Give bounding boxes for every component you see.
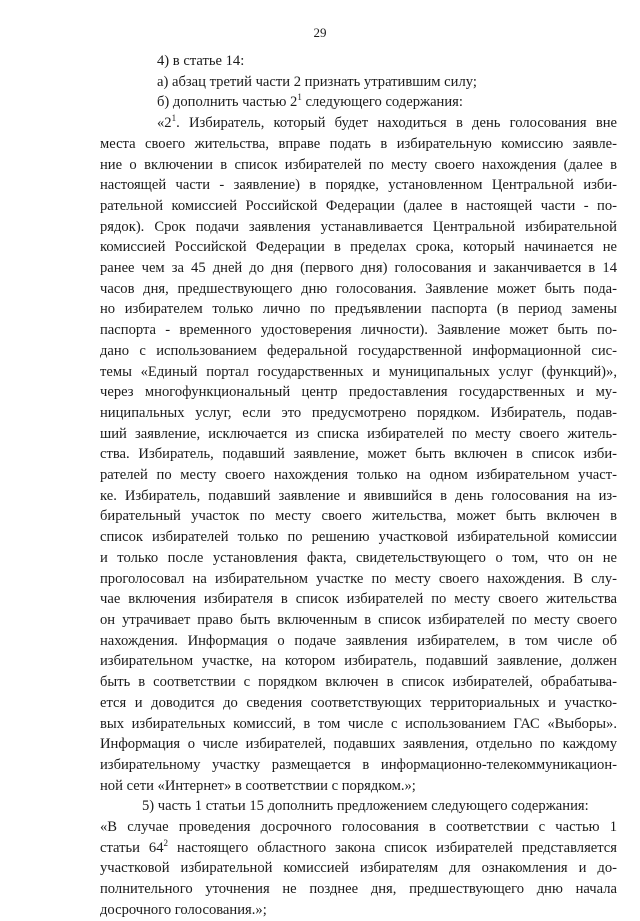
paragraph-line: дано с использованием федеральной государственной информационной сис- [100,342,617,359]
paragraph-line: ства. Избиратель, подавший заявление, может быть включен в список изби- [100,446,617,463]
paragraph-line: быть в соответствии с порядком включен в список избирателей, обрабатыва- [100,674,617,691]
paragraph-line: нахождения. Информация о подаче заявления избирателем, в том числе об [100,632,617,649]
paragraph-line: список избирателей только по решению участковой избирательной комиссии [100,529,617,546]
subitem-b-text: б) дополнить частью 2 [157,94,298,111]
paragraph-line: досрочного голосования.»; [100,901,267,918]
paragraph-line: ранее чем за 45 дней до дня (первого дня) голосования и заканчивается в 14 [100,260,617,277]
paragraph-line: ниципальных услуг, если это предусмотрено порядком. Избиратель, подав- [100,404,617,421]
paragraph-line: Информация о числе избирателей, подавших заявления, отдельно по каждому [100,736,617,753]
paragraph-line: полнительного уточнения не позднее дня, предшествующего дню начала [100,881,617,898]
paragraph-line: «В случае проведения досрочного голосования в соответствии с частью 1 [100,819,617,836]
page-number: 29 [313,25,327,40]
paragraph-line: рядок). Срок подачи заявления устанавливается Центральной избирательной [100,218,617,235]
paragraph-line: ший заявление, исключается из списка избирателей по месту своего житель- [100,425,617,442]
paragraph-line: ной сети «Интернет» в соответствии с порядком.»; [100,777,416,794]
superscript: 1 [297,92,302,103]
paragraph-line: ется и доводится до сведения соответствующих территориальных и участко- [100,694,617,711]
superscript: 2 [163,837,169,848]
paragraph-line: места своего жительства, вправе подать в избирательную комиссию заявле- [100,135,617,152]
paragraph-line: ке. Избиратель, подавший заявление и явившийся в день голосования на из- [100,487,617,504]
paragraph-line: ние о включении в список избирателей по месту своего нахождения (далее в [100,156,617,173]
paragraph-text: статьи 64 [100,839,164,856]
superscript: 1 [171,113,177,124]
paragraph-line: избирательному участку размещается в информационно-телекоммуникацион- [100,756,617,773]
paragraph-line: часов дня, предшествующего дню голосования. Заявление может быть пода- [100,280,617,297]
paragraph-line: избирательном участке, на котором избиратель, подавший заявление, должен [100,653,617,670]
paragraph-line: рательной комиссией Российской Федерации (далее в настоящей части - по- [100,197,617,214]
paragraph-line: паспорта - временного удостоверения личности). Заявление может быть по- [100,322,617,339]
paragraph-line: бирательный участок по месту своего жительства, может быть включен в [100,508,617,525]
paragraph-line: комиссией Российской Федерации в пределах срока, который начинается не [100,239,617,256]
paragraph-line: но избирателем только лично по предъявлении паспорта (в период замены [100,301,617,318]
paragraph-number: «2 [157,115,172,132]
subitem-b [100,92,617,113]
document-body [100,51,617,921]
paragraph-line: он утрачивает право быть включенным в список избирателей по месту своего [100,611,617,628]
item-5-heading: 5) часть 1 статьи 15 дополнить предложением следующего содержания: [142,798,589,815]
item-4-heading: 4) в статье 14: [157,53,245,69]
paragraph-line: настоящей части - заявление) в порядке, установленном Центральной изби- [100,177,617,194]
paragraph-line: вых избирательных комиссий, в том числе с использованием ГАС «Выборы». [100,715,617,732]
paragraph-line [100,113,617,134]
paragraph-line: через многофункциональный центр предоставления государственных и му- [100,384,617,401]
paragraph-line: и только после установления факта, свидетельствующего о том, что он не [100,549,617,566]
paragraph-line: чае включения избирателя в список избирателей по месту своего жительства [100,591,617,608]
paragraph-line [100,838,617,859]
subitem-b-text-end: следующего содержания: [301,94,463,111]
paragraph-line: проголосовал на избирательном участке по месту своего нахождения. В слу- [100,570,617,587]
subitem-a: а) абзац третий части 2 признать утратившим силу; [157,73,477,90]
paragraph-line: темы «Единый портал государственных и муниципальных услуг (функций)», [100,363,617,380]
paragraph-text: . Избиратель, который будет находиться в день голосования вне [176,115,617,132]
paragraph-line: рателей по месту своего нахождения только на одном избирательном участ- [100,467,617,484]
paragraph-text: настоящего областного закона список избирателей представляется [168,839,618,856]
paragraph-line: участковой избирательной комиссией избирателям для ознакомления и до- [100,860,617,877]
